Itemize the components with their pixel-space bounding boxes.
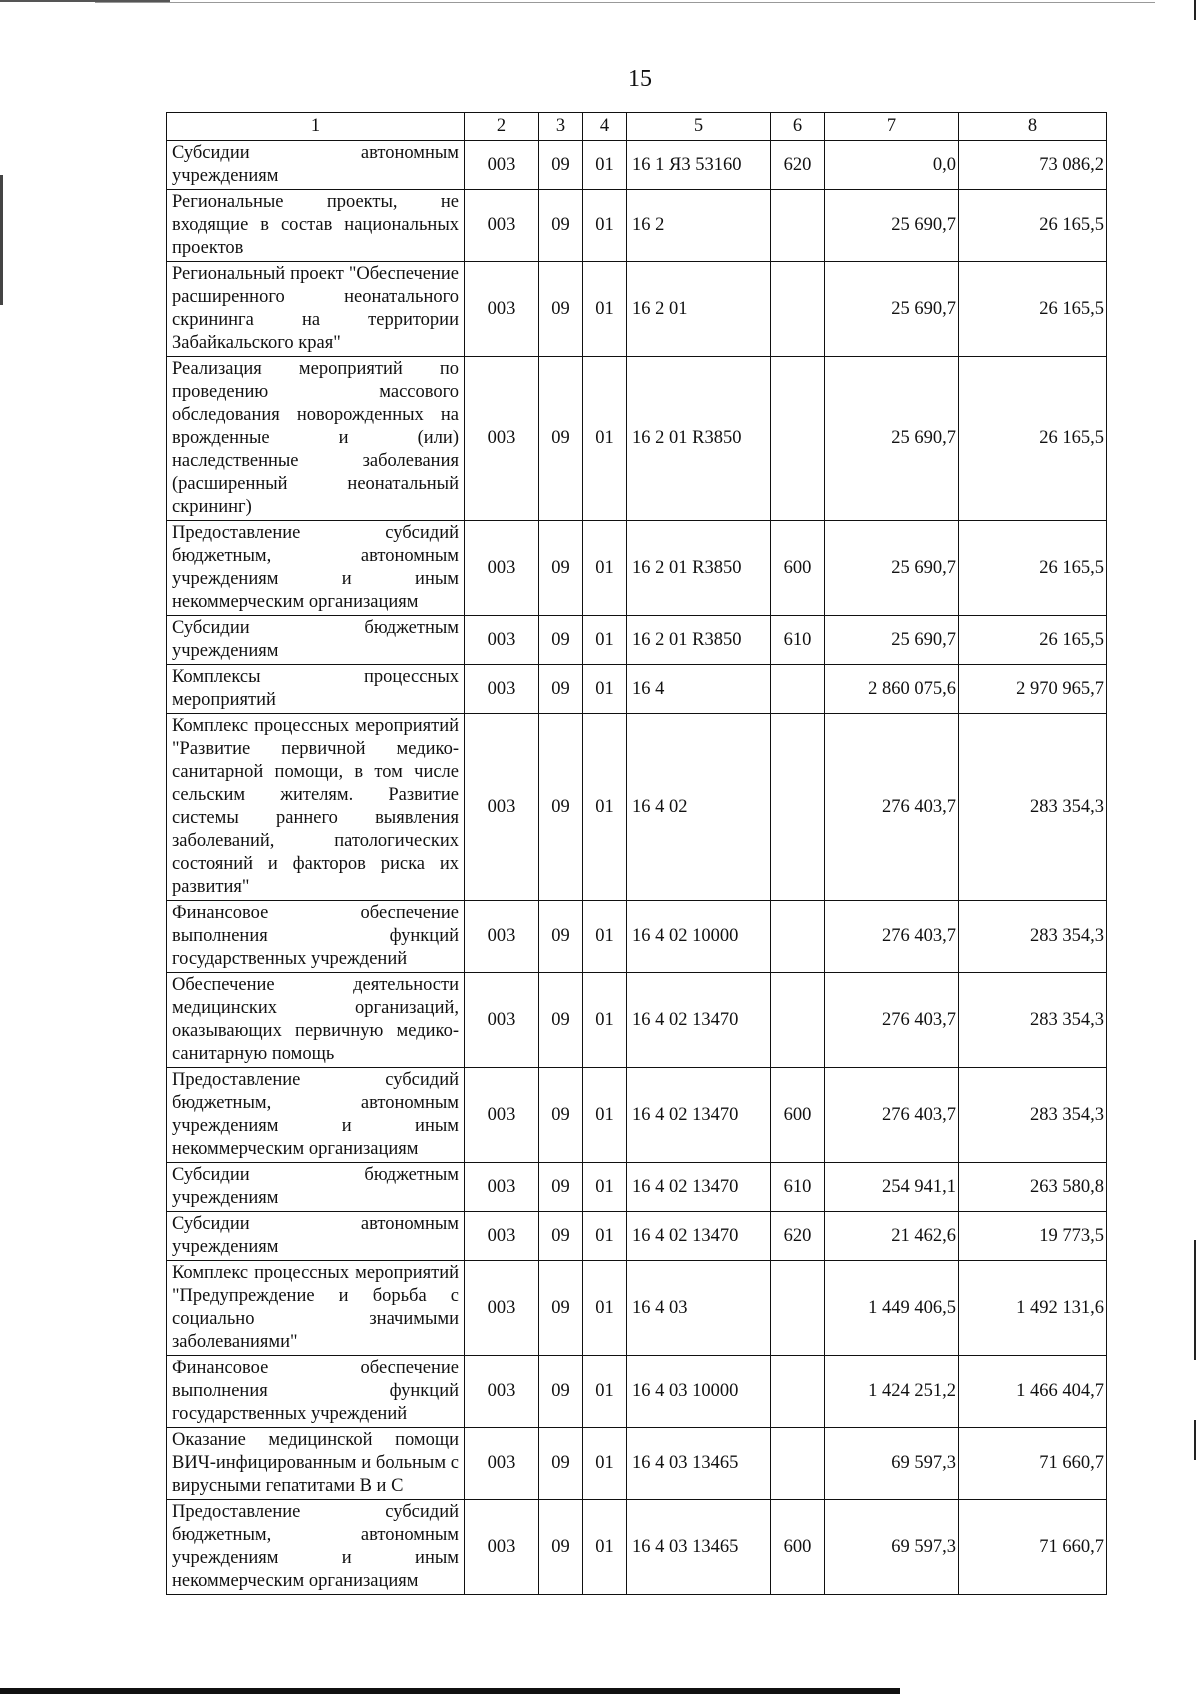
- row-expense-type: [771, 190, 825, 262]
- row-target-article: 16 4 02 13470: [627, 1212, 771, 1261]
- row-code-col3: 09: [539, 262, 583, 357]
- scan-edge-right: [1194, 1240, 1196, 1360]
- row-code-col4: 01: [583, 665, 627, 714]
- row-code-col4: 01: [583, 1500, 627, 1595]
- row-expense-type: 610: [771, 1163, 825, 1212]
- table-row: [167, 141, 1107, 190]
- row-amount-col8: 1 492 131,6: [959, 1261, 1107, 1356]
- row-description: Предоставление субсидий бюджетным, автономным учреждениям и иным некоммерческим организациям: [167, 1500, 465, 1595]
- row-code-col2: 003: [465, 141, 539, 190]
- row-description: Обеспечение деятельности медицинских организаций, оказывающих первичную медико-санитарную помощь: [167, 973, 465, 1068]
- table-row: [167, 262, 1107, 357]
- row-amount-col8: 71 660,7: [959, 1500, 1107, 1595]
- row-amount-col7: 276 403,7: [825, 973, 959, 1068]
- row-code-col2: 003: [465, 521, 539, 616]
- row-description: Оказание медицинской помощи ВИЧ-инфицированным и больным с вирусными гепатитами В и С: [167, 1428, 465, 1500]
- row-amount-col7: 276 403,7: [825, 714, 959, 901]
- row-description: Региональные проекты, не входящие в состав национальных проектов: [167, 190, 465, 262]
- row-expense-type: [771, 357, 825, 521]
- table-row: [167, 665, 1107, 714]
- scan-edge-bottom: [0, 1688, 900, 1694]
- row-amount-col7: 1 424 251,2: [825, 1356, 959, 1428]
- row-amount-col7: 254 941,1: [825, 1163, 959, 1212]
- row-target-article: 16 2 01 R3850: [627, 357, 771, 521]
- row-description: Предоставление субсидий бюджетным, автономным учреждениям и иным некоммерческим организациям: [167, 1068, 465, 1163]
- row-amount-col8: 283 354,3: [959, 901, 1107, 973]
- row-target-article: 16 4 02 13470: [627, 973, 771, 1068]
- row-amount-col7: 21 462,6: [825, 1212, 959, 1261]
- row-code-col4: 01: [583, 901, 627, 973]
- row-amount-col8: 2 970 965,7: [959, 665, 1107, 714]
- row-target-article: 16 2 01 R3850: [627, 616, 771, 665]
- row-description: Комплекс процессных мероприятий "Предупреждение и борьба с социально значимыми заболеваниями": [167, 1261, 465, 1356]
- row-expense-type: [771, 1428, 825, 1500]
- row-code-col4: 01: [583, 973, 627, 1068]
- row-amount-col8: 26 165,5: [959, 190, 1107, 262]
- row-description: Предоставление субсидий бюджетным, автономным учреждениям и иным некоммерческим организациям: [167, 521, 465, 616]
- column-header: 5: [627, 113, 771, 141]
- row-target-article: 16 2: [627, 190, 771, 262]
- row-amount-col7: 25 690,7: [825, 190, 959, 262]
- row-code-col4: 01: [583, 357, 627, 521]
- row-code-col2: 003: [465, 262, 539, 357]
- row-code-col4: 01: [583, 1261, 627, 1356]
- table-row: [167, 1428, 1107, 1500]
- row-target-article: 16 2 01 R3850: [627, 521, 771, 616]
- column-header: 3: [539, 113, 583, 141]
- row-description: Субсидии автономным учреждениям: [167, 141, 465, 190]
- table-row: [167, 901, 1107, 973]
- table-row: [167, 1500, 1107, 1595]
- row-target-article: 16 4 03: [627, 1261, 771, 1356]
- row-target-article: 16 1 Я3 53160: [627, 141, 771, 190]
- row-code-col4: 01: [583, 616, 627, 665]
- table-row: [167, 1261, 1107, 1356]
- row-code-col2: 003: [465, 1356, 539, 1428]
- row-description: Субсидии автономным учреждениям: [167, 1212, 465, 1261]
- scan-edge-right: [1194, 0, 1196, 20]
- row-code-col4: 01: [583, 141, 627, 190]
- row-target-article: 16 4 03 13465: [627, 1428, 771, 1500]
- row-description: Финансовое обеспечение выполнения функций государственных учреждений: [167, 1356, 465, 1428]
- row-expense-type: 600: [771, 1500, 825, 1595]
- row-amount-col8: 283 354,3: [959, 1068, 1107, 1163]
- row-code-col4: 01: [583, 190, 627, 262]
- row-code-col3: 09: [539, 357, 583, 521]
- table-body: [167, 141, 1107, 1595]
- row-description: Комплекс процессных мероприятий "Развитие первичной медико-санитарной помощи, в том числе сельским жителям. Развитие системы раннего выявления заболеваний, патологических состояний и факторов риска их развития": [167, 714, 465, 901]
- row-amount-col7: 276 403,7: [825, 1068, 959, 1163]
- table-row: [167, 616, 1107, 665]
- scan-edge-top-thin: [95, 2, 1155, 3]
- table-row: [167, 521, 1107, 616]
- row-description: Реализация мероприятий по проведению массового обследования новорожденных на врожденные и (или) наследственные заболевания (расширенный неонатальный скрининг): [167, 357, 465, 521]
- row-code-col2: 003: [465, 1428, 539, 1500]
- row-amount-col7: 2 860 075,6: [825, 665, 959, 714]
- row-target-article: 16 4 02 10000: [627, 901, 771, 973]
- row-expense-type: [771, 901, 825, 973]
- header-row: [167, 113, 1107, 141]
- row-expense-type: 600: [771, 1068, 825, 1163]
- row-target-article: 16 4 03 10000: [627, 1356, 771, 1428]
- row-amount-col7: 25 690,7: [825, 357, 959, 521]
- row-code-col2: 003: [465, 1163, 539, 1212]
- row-code-col3: 09: [539, 1261, 583, 1356]
- row-code-col2: 003: [465, 190, 539, 262]
- row-code-col2: 003: [465, 616, 539, 665]
- page-number: 15: [628, 66, 652, 92]
- row-code-col3: 09: [539, 1068, 583, 1163]
- row-expense-type: [771, 665, 825, 714]
- row-target-article: 16 4 02: [627, 714, 771, 901]
- row-code-col3: 09: [539, 1428, 583, 1500]
- row-amount-col7: 69 597,3: [825, 1500, 959, 1595]
- row-code-col3: 09: [539, 665, 583, 714]
- column-header: 7: [825, 113, 959, 141]
- row-amount-col8: 26 165,5: [959, 616, 1107, 665]
- row-description: Региональный проект "Обеспечение расширенного неонатального скрининга на территории Забайкальского края": [167, 262, 465, 357]
- table-row: [167, 973, 1107, 1068]
- scan-edge-right: [1194, 1420, 1196, 1460]
- row-code-col3: 09: [539, 1500, 583, 1595]
- row-amount-col8: 263 580,8: [959, 1163, 1107, 1212]
- row-expense-type: [771, 1356, 825, 1428]
- row-expense-type: 600: [771, 521, 825, 616]
- row-code-col3: 09: [539, 521, 583, 616]
- table-row: [167, 1212, 1107, 1261]
- row-code-col3: 09: [539, 901, 583, 973]
- row-expense-type: [771, 1261, 825, 1356]
- table-row: [167, 714, 1107, 901]
- row-target-article: 16 4 02 13470: [627, 1163, 771, 1212]
- row-code-col2: 003: [465, 665, 539, 714]
- column-header: 6: [771, 113, 825, 141]
- row-code-col4: 01: [583, 1163, 627, 1212]
- row-code-col4: 01: [583, 1068, 627, 1163]
- row-amount-col8: 1 466 404,7: [959, 1356, 1107, 1428]
- row-code-col3: 09: [539, 1212, 583, 1261]
- row-code-col3: 09: [539, 141, 583, 190]
- row-code-col4: 01: [583, 262, 627, 357]
- row-expense-type: [771, 714, 825, 901]
- row-code-col2: 003: [465, 973, 539, 1068]
- row-expense-type: [771, 262, 825, 357]
- row-amount-col7: 69 597,3: [825, 1428, 959, 1500]
- budget-table-container: [166, 112, 1107, 1595]
- row-amount-col8: 26 165,5: [959, 262, 1107, 357]
- row-amount-col8: 26 165,5: [959, 521, 1107, 616]
- table-row: [167, 1163, 1107, 1212]
- row-expense-type: 610: [771, 616, 825, 665]
- budget-table: [166, 112, 1107, 1595]
- row-code-col2: 003: [465, 1068, 539, 1163]
- row-amount-col8: 283 354,3: [959, 973, 1107, 1068]
- row-amount-col7: 0,0: [825, 141, 959, 190]
- row-description: Финансовое обеспечение выполнения функций государственных учреждений: [167, 901, 465, 973]
- row-code-col3: 09: [539, 1163, 583, 1212]
- row-target-article: 16 4: [627, 665, 771, 714]
- row-description: Субсидии бюджетным учреждениям: [167, 1163, 465, 1212]
- table-row: [167, 1068, 1107, 1163]
- row-description: Субсидии бюджетным учреждениям: [167, 616, 465, 665]
- row-target-article: 16 4 03 13465: [627, 1500, 771, 1595]
- row-target-article: 16 4 02 13470: [627, 1068, 771, 1163]
- row-code-col3: 09: [539, 714, 583, 901]
- column-header: 2: [465, 113, 539, 141]
- row-amount-col7: 25 690,7: [825, 521, 959, 616]
- row-code-col3: 09: [539, 616, 583, 665]
- row-amount-col8: 19 773,5: [959, 1212, 1107, 1261]
- row-amount-col8: 283 354,3: [959, 714, 1107, 901]
- row-code-col4: 01: [583, 1356, 627, 1428]
- scan-edge-left: [0, 175, 3, 305]
- row-amount-col8: 26 165,5: [959, 357, 1107, 521]
- row-amount-col7: 25 690,7: [825, 262, 959, 357]
- row-amount-col7: 1 449 406,5: [825, 1261, 959, 1356]
- column-header: 1: [167, 113, 465, 141]
- row-amount-col8: 73 086,2: [959, 141, 1107, 190]
- row-code-col3: 09: [539, 190, 583, 262]
- column-header: 4: [583, 113, 627, 141]
- table-row: [167, 1356, 1107, 1428]
- row-code-col2: 003: [465, 357, 539, 521]
- table-row: [167, 357, 1107, 521]
- row-code-col2: 003: [465, 1261, 539, 1356]
- row-code-col2: 003: [465, 1212, 539, 1261]
- column-header: 8: [959, 113, 1107, 141]
- row-code-col3: 09: [539, 1356, 583, 1428]
- row-expense-type: 620: [771, 141, 825, 190]
- row-amount-col7: 25 690,7: [825, 616, 959, 665]
- row-code-col4: 01: [583, 521, 627, 616]
- row-code-col4: 01: [583, 714, 627, 901]
- row-code-col2: 003: [465, 901, 539, 973]
- row-code-col4: 01: [583, 1428, 627, 1500]
- row-amount-col8: 71 660,7: [959, 1428, 1107, 1500]
- row-code-col2: 003: [465, 1500, 539, 1595]
- row-amount-col7: 276 403,7: [825, 901, 959, 973]
- table-row: [167, 190, 1107, 262]
- row-expense-type: [771, 973, 825, 1068]
- row-description: Комплексы процессных мероприятий: [167, 665, 465, 714]
- row-code-col2: 003: [465, 714, 539, 901]
- row-code-col4: 01: [583, 1212, 627, 1261]
- row-expense-type: 620: [771, 1212, 825, 1261]
- row-target-article: 16 2 01: [627, 262, 771, 357]
- row-code-col3: 09: [539, 973, 583, 1068]
